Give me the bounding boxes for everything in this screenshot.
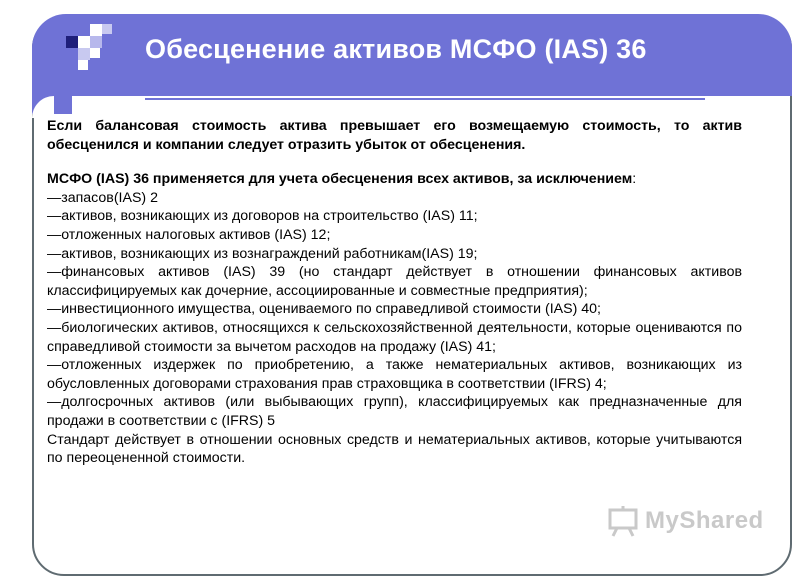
closing-paragraph: Стандарт действует в отношении основных средств и нематериальных активов, которые учитываются по переоцененной стоимости.	[47, 431, 742, 467]
intro-paragraph: Если балансовая стоимость актива превышает его возмещаемую стоимость, то актив обесценился и компании следует отразить убыток от обесценения.	[47, 118, 742, 153]
list-item: —запасов(IAS) 2	[47, 189, 158, 206]
list-item: —биологических активов, относящихся к сельскохозяйственной деятельности, которые оцениваются по справедливой стоимости за вычетом расходов на продажу (IAS) 41;	[47, 319, 742, 355]
list-item: —отложенных налоговых активов (IAS) 12;	[47, 226, 331, 243]
watermark	[607, 503, 767, 539]
list-item: —активов, возникающих из договоров на строительство (IAS) 11;	[47, 208, 478, 225]
list-item: —активов, возникающих из вознаграждений работникам(IAS) 19;	[47, 245, 478, 262]
list-item: —инвестиционного имущества, оцениваемого по справедливой стоимости (IAS) 40;	[47, 301, 601, 318]
list-item: —долгосрочных активов (или выбывающих групп), классифицируемых как предназначенные для продажи в соответствии с (IFRS) 5	[47, 394, 742, 429]
list-item: —финансовых активов (IAS) 39 (но стандарт действует в отношении финансовых активов классифицируемых как дочерние, ассоциированные и совместные предприятия);	[47, 264, 742, 299]
scope-lead: МСФО (IAS) 36 применяется для учета обесценения всех активов, за исключением	[47, 171, 633, 188]
grid-squares-icon	[66, 24, 116, 70]
page-title: Обесценение активов МСФО (IAS) 36	[145, 34, 647, 64]
scope-paragraph	[47, 170, 742, 189]
scope-colon: :	[632, 171, 637, 188]
title-divider	[145, 98, 705, 100]
presentation-board-icon	[607, 504, 641, 538]
list-item: —отложенных издержек по приобретению, а также нематериальных активов, возникающих из обусловленных договорами страхования прав страховщика в соответствии (IFRS) 4;	[47, 357, 742, 392]
watermark-text: MyShared	[645, 507, 764, 534]
slide-body	[47, 117, 742, 468]
